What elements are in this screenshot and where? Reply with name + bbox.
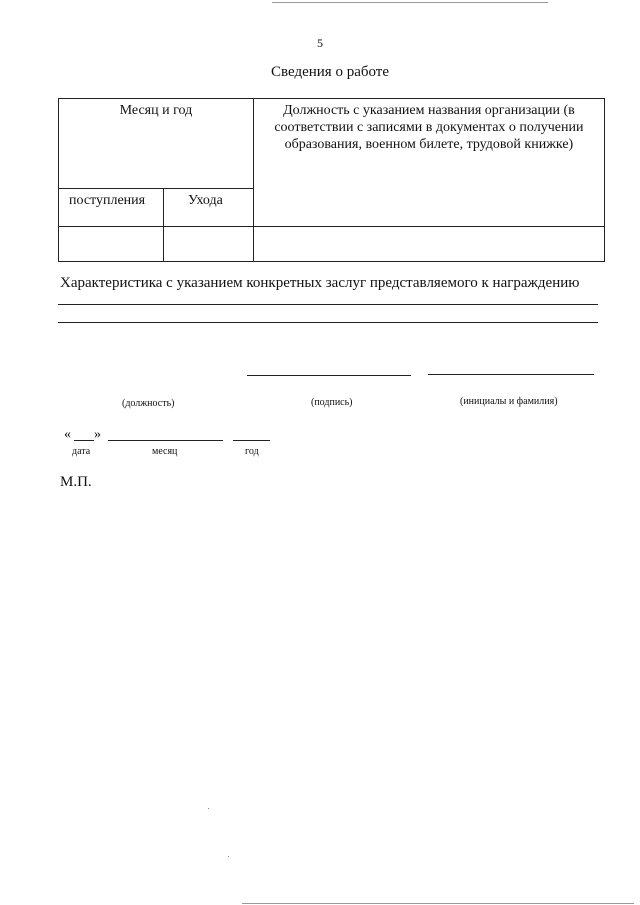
stamp-placeholder: М.П.: [60, 474, 92, 490]
date-open-quote: «: [64, 427, 71, 442]
signature-caption: (подпись): [311, 397, 353, 408]
position-caption: (должность): [122, 398, 175, 409]
month-label: месяц: [152, 446, 178, 457]
table-header-row: [59, 99, 605, 189]
work-history-table: [58, 98, 605, 262]
table-row: [59, 227, 605, 262]
name-line[interactable]: [428, 374, 594, 375]
characteristic-line-2[interactable]: [58, 322, 598, 323]
scan-speck: [208, 808, 209, 809]
year-label: год: [245, 446, 259, 457]
subheader-start: поступления: [59, 189, 164, 227]
characteristic-label: Характеристика с указанием конкретных заслуг представляемого к награждению: [60, 275, 580, 291]
month-line[interactable]: [108, 440, 223, 441]
cell-start-date[interactable]: [59, 227, 164, 262]
day-line[interactable]: [74, 440, 94, 441]
scan-speck: [228, 856, 229, 857]
header-month-year: Месяц и год: [59, 99, 254, 189]
year-line[interactable]: [233, 440, 270, 441]
signature-line[interactable]: [247, 375, 411, 376]
cell-end-date[interactable]: [163, 227, 253, 262]
characteristic-line-1[interactable]: [58, 304, 598, 305]
day-label: дата: [72, 446, 91, 457]
date-close-quote: »: [94, 427, 101, 442]
cell-position[interactable]: [253, 227, 604, 262]
page-number: 5: [317, 36, 323, 50]
page-title: Сведения о работе: [270, 64, 389, 80]
subheader-end: Ухода: [163, 189, 253, 227]
header-position: Должность с указанием названия организации (в соответствии с записями в документах о получении образования, военном билете, трудовой книжке): [253, 99, 604, 227]
scan-edge-top: [272, 2, 548, 3]
name-caption: (инициалы и фамилия): [460, 396, 558, 407]
scan-edge-bottom: [242, 903, 634, 904]
